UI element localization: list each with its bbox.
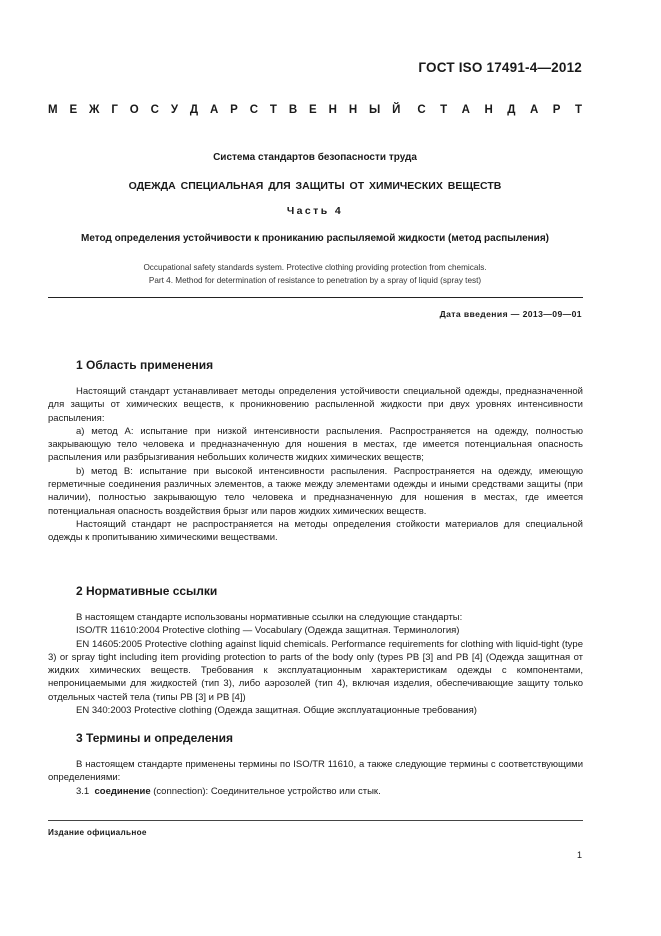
- banner-letter: Е: [309, 104, 317, 116]
- banner-letter: Е: [69, 104, 78, 116]
- banner-letter: Ж: [89, 104, 100, 116]
- banner-letter: А: [461, 104, 470, 116]
- term-number: 3.1: [76, 785, 90, 797]
- banner-letter: О: [129, 104, 139, 116]
- section-3-body: [48, 758, 583, 798]
- banner-letter: Р: [552, 104, 561, 116]
- banner-letter: С: [150, 104, 159, 116]
- paragraph: В настоящем стандарте применены термины по ISO/TR 11610, а также следующие термины с соответствующими определениями:: [48, 759, 583, 784]
- banner-letter: Г: [111, 104, 118, 116]
- section-1-body: [48, 385, 583, 545]
- section-2-heading: 2 Нормативные ссылки: [76, 584, 218, 598]
- banner-letter: М: [48, 104, 58, 116]
- part-title: Часть 4: [286, 205, 344, 217]
- banner-word-2: [417, 104, 582, 116]
- banner-letter: Д: [507, 104, 516, 116]
- document-number: ГОСТ ISO 17491-4—2012: [418, 60, 582, 75]
- banner-letter: Й: [392, 104, 401, 116]
- banner-letter: А: [209, 104, 219, 116]
- system-title: Система стандартов безопасности труда: [213, 152, 417, 163]
- term: соединение: [94, 785, 151, 797]
- standard-banner: [48, 104, 582, 116]
- english-title: [48, 261, 582, 287]
- paragraph: Настоящий стандарт не распространяется на методы определения стойкости материалов для специальной одежды к пропитыванию химическими веществами.: [48, 518, 583, 544]
- section-1-heading: 1 Область применения: [76, 358, 214, 372]
- paragraph: Настоящий стандарт устанавливает методы определения устойчивости специальной одежды, предназначенной для защиты от химических веществ, к проникновению распыленной жидкости при двух уровнях интенсивности распыления:: [48, 386, 583, 424]
- banner-letter: Т: [440, 104, 448, 116]
- footer-rule: [48, 820, 583, 821]
- term-definition-text: (connection): Соединительное устройство или стык.: [150, 785, 381, 797]
- paragraph: В настоящем стандарте использованы нормативные ссылки на следующие стандарты:: [76, 612, 463, 623]
- banner-letter: А: [529, 104, 539, 116]
- banner-letter: Н: [348, 104, 358, 116]
- banner-letter: Ы: [369, 104, 381, 116]
- introduction-date: Дата введения — 2013—09—01: [439, 309, 582, 319]
- main-title: ОДЕЖДА СПЕЦИАЛЬНАЯ ДЛЯ ЗАЩИТЫ ОТ ХИМИЧЕСКИХ ВЕЩЕСТВ: [128, 180, 502, 192]
- banner-word-1: [48, 104, 400, 116]
- section-2-body: [48, 611, 583, 717]
- reference-item: EN 340:2003 Protective clothing (Одежда защитная. Общие эксплуатационные требования): [76, 705, 477, 717]
- banner-letter: С: [417, 104, 426, 116]
- header-rule: [48, 297, 583, 298]
- banner-letter: С: [249, 104, 259, 116]
- banner-letter: У: [170, 104, 178, 116]
- term-definition: [48, 785, 583, 798]
- banner-letter: В: [288, 104, 298, 116]
- paragraph: a) метод А: испытание при низкой интенсивности распыления. Распространяется на одежду, полностью закрывающую тело человека и предназначенную для ношения в местах, где имеется потенциальная опасность распыления или разбрызгивания небольших количеств жидких химических веществ;: [48, 425, 583, 464]
- reference-item: ISO/TR 11610:2004 Protective clothing — Vocabulary (Одежда защитная. Терминология): [76, 625, 460, 637]
- banner-letter: Т: [574, 104, 582, 116]
- reference-item: EN 14605:2005 Protective clothing against liquid chemicals. Performance requirements for clothing with liquid-tight (type 3) or spray tight including item providing protection to parts of the body only (types PB [3] and PB [4] (Одежда защитная от жидких химических веществ. Требования к эксплуатационным характеристикам одежды с компонентами, непроницаемыми для жидкостей (тип 3), либо аэрозолей (тип 4), включая изделия, обеспечивающие защиту только отдельных частей тела (типы PB [3] и PB [4]): [48, 638, 583, 703]
- banner-letter: Д: [189, 104, 199, 116]
- subtitle: Метод определения устойчивости к прониканию распыляемой жидкости (метод распыления): [81, 233, 549, 244]
- banner-letter: Н: [328, 104, 337, 116]
- banner-letter: Н: [484, 104, 493, 116]
- page-number: 1: [576, 850, 582, 860]
- english-title-line-2: Part 4. Method for determination of resistance to penetration by a spray of liquid (spray test): [148, 276, 482, 285]
- paragraph: b) метод В: испытание при высокой интенсивности распыления. Распространяется на одежду, имеющую герметичные соединения различных элементов, а также между элементами одежды и иными средствами защиты (при наличии), полностью закрывающую тело человека и предназначенную для ношения в местах, где имеется потенциальная опасность воздействия брызг или паров жидких химических веществ.: [48, 465, 583, 517]
- banner-letter: Р: [230, 104, 238, 116]
- english-title-line-1: Occupational safety standards system. Protective clothing providing protection from chemicals.: [143, 263, 487, 272]
- edition-label: Издание официальное: [48, 828, 147, 837]
- banner-letter: Т: [269, 104, 277, 116]
- section-3-heading: 3 Термины и определения: [76, 731, 234, 745]
